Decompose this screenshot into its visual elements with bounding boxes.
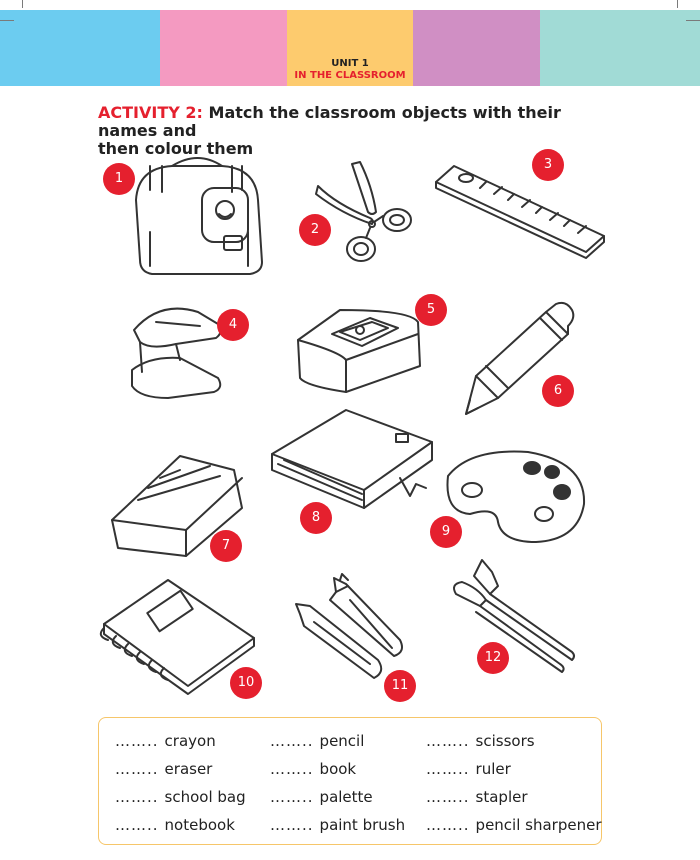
paint-brush-icon: [454, 560, 574, 672]
activity-instruction-line2: then colour them: [98, 139, 254, 158]
word-bank-item: …….. ruler: [426, 760, 511, 778]
item-number-badge: 10: [230, 667, 262, 699]
palette-icon: [447, 452, 584, 543]
item-number-badge: 2: [299, 214, 331, 246]
item-number-badge: 3: [532, 149, 564, 181]
unit-number: UNIT 1: [331, 58, 369, 69]
pencil-sharpener-icon: [298, 310, 420, 392]
scissors-icon: [316, 162, 411, 261]
ruler-icon: [436, 166, 604, 258]
item-number-badge: 11: [384, 670, 416, 702]
school-bag-icon: [136, 158, 262, 274]
item-number-badge: 12: [477, 642, 509, 674]
item-number-badge: 5: [415, 294, 447, 326]
item-number-badge: 6: [542, 375, 574, 407]
word-bank-item: …….. stapler: [426, 788, 528, 806]
word-bank-item: …….. eraser: [115, 760, 213, 778]
item-number-badge: 7: [210, 530, 242, 562]
word-bank-item: …….. crayon: [115, 732, 216, 750]
item-number-badge: 4: [217, 309, 249, 341]
word-bank-item: …….. notebook: [115, 816, 235, 834]
word-bank-item: …….. pencil: [270, 732, 365, 750]
item-number-badge: 1: [103, 163, 135, 195]
activity-instruction-line1: Match the classroom objects with their names and: [98, 103, 561, 140]
word-bank-item: …….. paint brush: [270, 816, 406, 834]
book-icon: [272, 410, 432, 508]
item-number-badge: 8: [300, 502, 332, 534]
stapler-icon: [132, 309, 221, 398]
crayon-icon: [296, 574, 402, 678]
word-bank-item: …….. book: [270, 760, 357, 778]
item-number-badge: 9: [430, 516, 462, 548]
word-bank-item: …….. pencil sharpener: [426, 816, 602, 834]
word-bank-item: …….. scissors: [426, 732, 535, 750]
word-bank: [98, 717, 602, 845]
word-bank-item: …….. palette: [270, 788, 373, 806]
unit-name: IN THE CLASSROOM: [294, 70, 406, 81]
activity-label: ACTIVITY 2:: [98, 103, 203, 122]
word-bank-item: …….. school bag: [115, 788, 246, 806]
